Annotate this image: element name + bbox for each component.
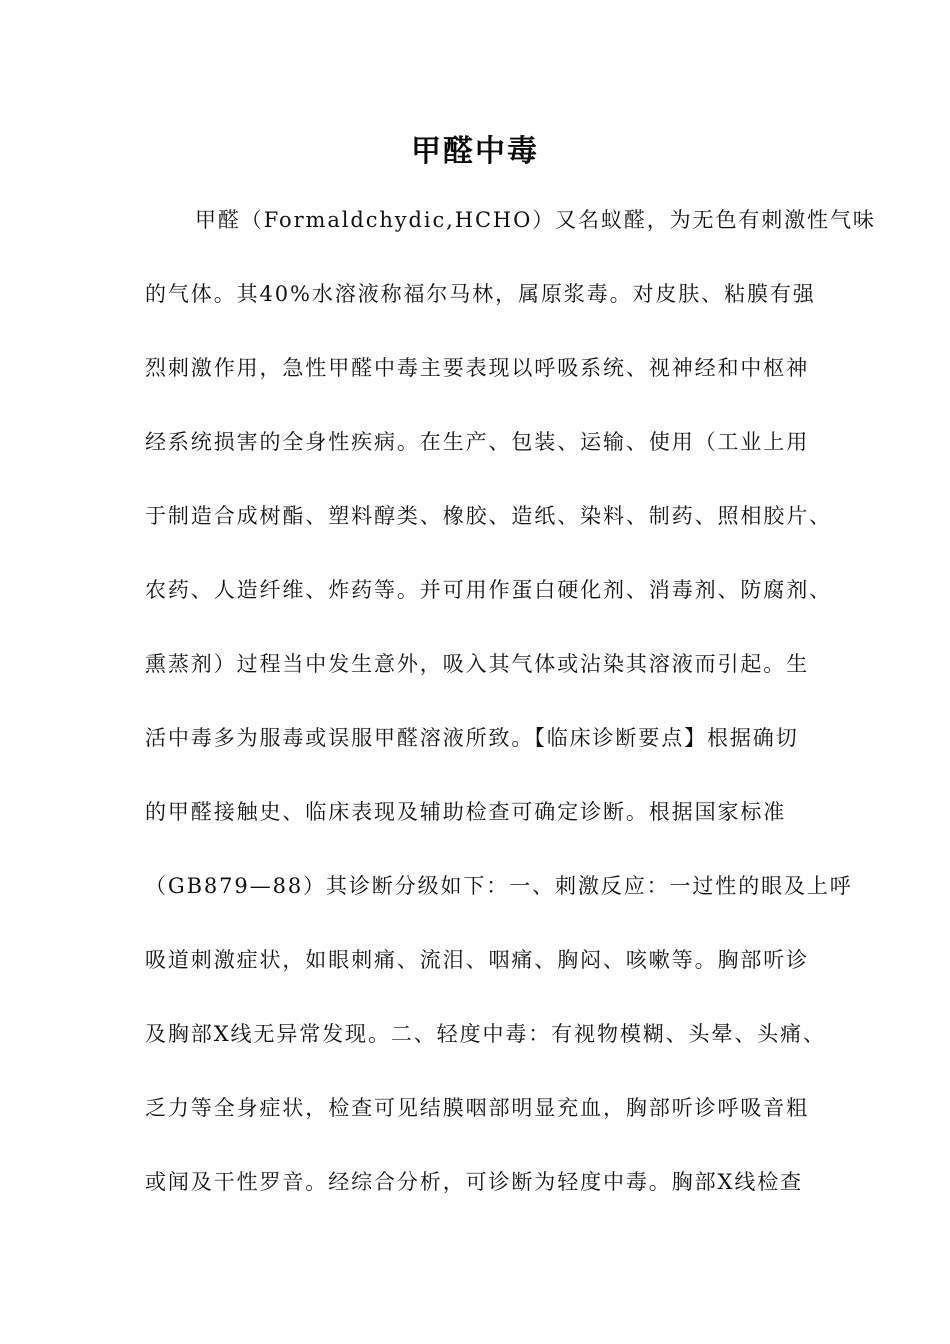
- paragraph-line: 熏蒸剂）过程当中发生意外，吸入其气体或沾染其溶液而引起。生: [145, 652, 810, 676]
- paragraph-line: 活中毒多为服毒或误服甲醛溶液所致。【临床诊断要点】根据确切: [145, 726, 799, 750]
- paragraph-line: 的甲醛接触史、临床表现及辅助检查可确定诊断。根据国家标准: [145, 800, 787, 824]
- paragraph-line: 甲醛（Formaldchydic,HCHO）又名蚁醛，为无色有刺激性气味: [195, 208, 876, 232]
- paragraph-line: 乏力等全身症状，检查可见结膜咽部明显充血，胸部听诊呼吸音粗: [145, 1096, 810, 1120]
- document-body: [145, 200, 876, 1236]
- paragraph-line: 及胸部X线无异常发现。二、轻度中毒：有视物模糊、头晕、头痛、: [145, 1022, 826, 1046]
- paragraph-line: 烈刺激作用，急性甲醛中毒主要表现以呼吸系统、视神经和中枢神: [145, 356, 810, 380]
- paragraph-line: 吸道刺激症状，如眼刺痛、流泪、咽痛、胸闷、咳嗽等。胸部听诊: [145, 948, 810, 972]
- paragraph-line: （GB879—88）其诊断分级如下：一、刺激反应：一过性的眼及上呼: [145, 874, 853, 898]
- paragraph-line: 于制造合成树酯、塑料醇类、橡胶、造纸、染料、制药、照相胶片、: [145, 504, 832, 528]
- document-title: 甲醛中毒: [411, 134, 539, 169]
- paragraph-line: 的气体。其40%水溶液称福尔马林，属原浆毒。对皮肤、粘膜有强: [145, 282, 816, 306]
- paragraph-line: 经系统损害的全身性疾病。在生产、包装、运输、使用（工业上用: [145, 430, 810, 454]
- paragraph-line: 农药、人造纤维、炸药等。并可用作蛋白硬化剂、消毒剂、防腐剂、: [145, 578, 832, 602]
- paragraph-line: 或闻及干性罗音。经综合分析，可诊断为轻度中毒。胸部X线检查: [145, 1170, 804, 1194]
